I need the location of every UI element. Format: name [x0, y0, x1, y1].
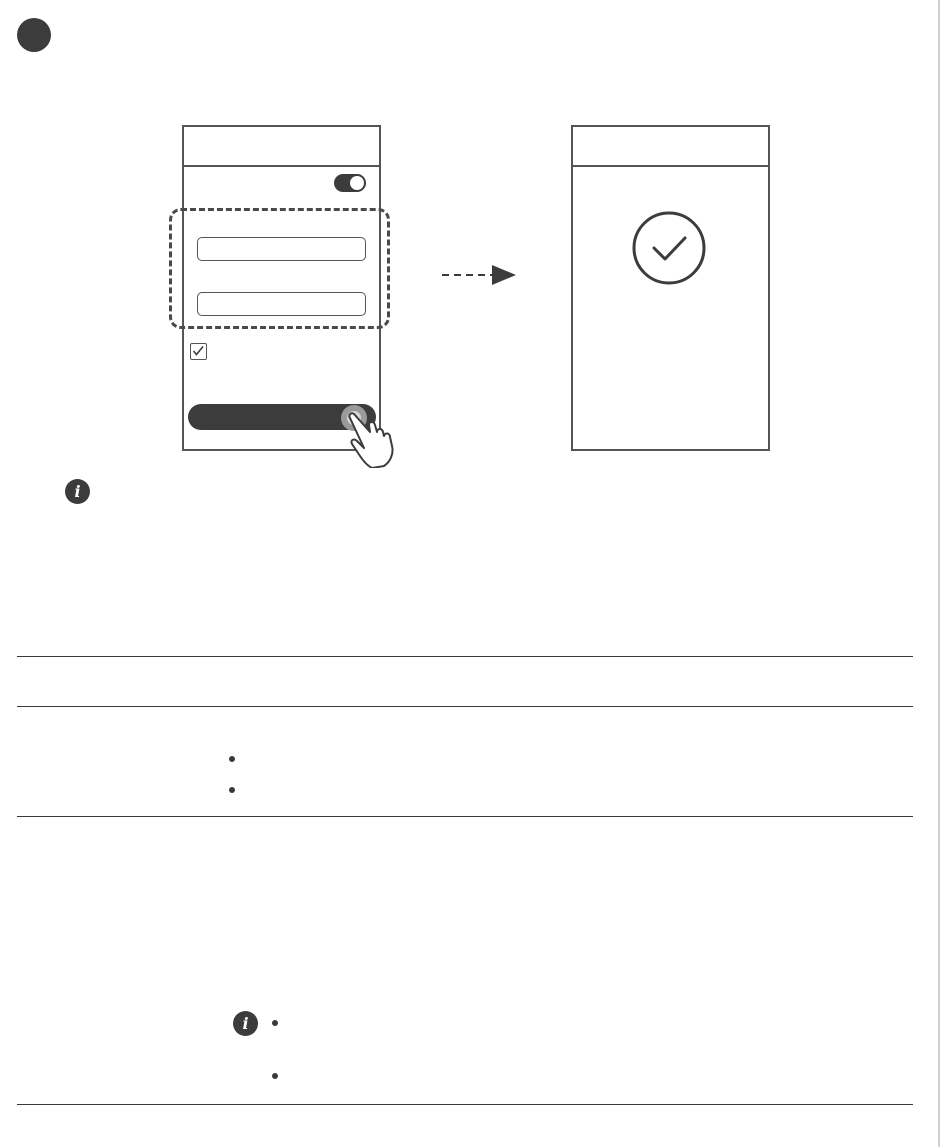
bullet-point: [272, 1073, 278, 1079]
table-top-rule: [17, 656, 913, 657]
bullet-point: [229, 787, 235, 793]
table-header-rule: [17, 706, 913, 707]
input-fields-highlight: [169, 208, 390, 329]
step-number-marker: [17, 18, 51, 52]
info-icon: i: [65, 479, 90, 504]
toggle-switch[interactable]: [334, 174, 366, 192]
bullet-point: [272, 1020, 278, 1026]
page-edge-line: [938, 0, 940, 1147]
pointing-hand-icon: [342, 410, 408, 468]
bullet-point: [229, 756, 235, 762]
agreement-checkbox[interactable]: [190, 343, 207, 360]
check-circle-icon: [629, 210, 709, 290]
table-row-rule: [17, 816, 913, 817]
info-icon: i: [233, 1011, 258, 1036]
toggle-knob: [350, 176, 364, 190]
phone-header-divider: [573, 165, 768, 167]
phone-header-divider: [184, 165, 379, 167]
dashed-arrow-icon: [440, 262, 520, 288]
table-bottom-rule: [17, 1104, 913, 1105]
checkmark-icon: [191, 344, 205, 358]
